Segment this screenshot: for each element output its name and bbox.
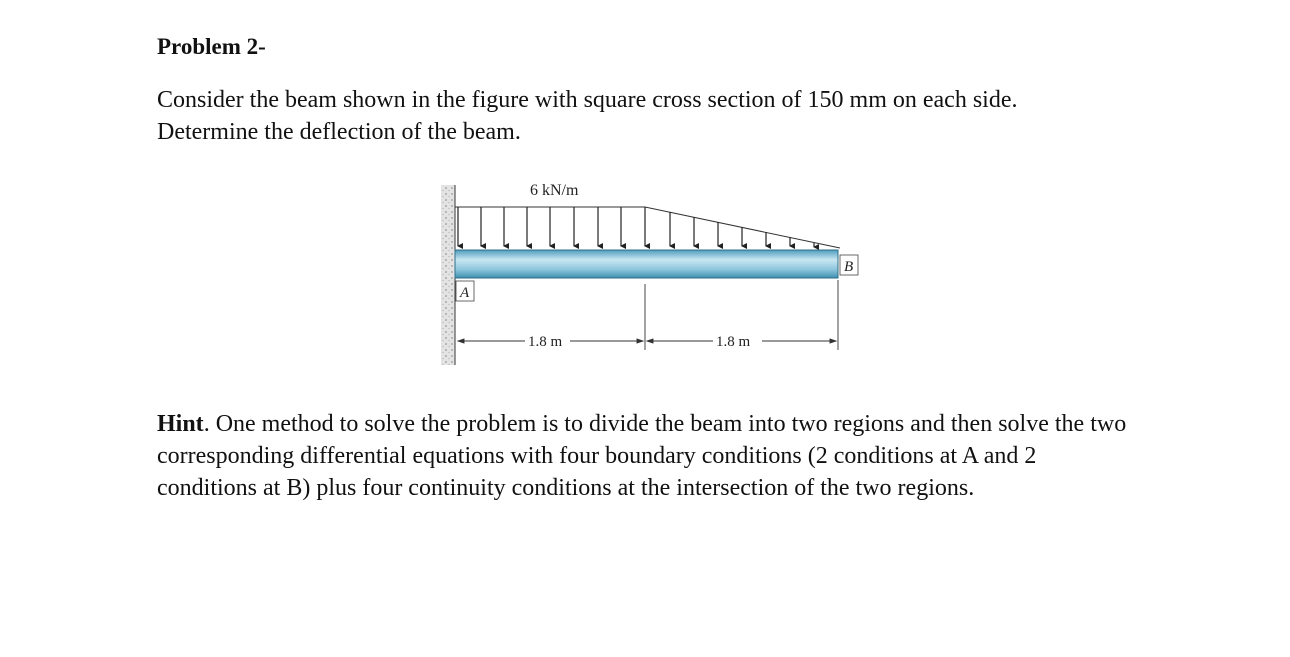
dimension-arrowhead [458, 339, 464, 343]
dimension-arrowhead [637, 339, 643, 343]
statement-line-2: Determine the deflection of the beam. [157, 119, 521, 145]
span-1-label: 1.8 m [528, 334, 563, 350]
load-label: 6 kN/m [530, 182, 579, 199]
beam [455, 250, 838, 278]
free-end-label: B [844, 259, 854, 275]
span-2-label: 1.8 m [716, 334, 751, 350]
hint-paragraph [157, 408, 1142, 504]
dimension-arrowhead [830, 339, 836, 343]
hint-text: . One method to solve the problem is to divide the beam into two regions and then solve the two corresponding differential equations with four boundary conditions (2 conditions at A and 2 conditions at B) plus four continuity conditions at the intersection of the two regions. [157, 411, 1127, 501]
hint-label: Hint [157, 411, 204, 437]
dimension-arrowhead [647, 339, 653, 343]
support-label: A [460, 285, 470, 301]
dimension-lines [458, 280, 838, 350]
problem-title: Problem 2- [157, 34, 266, 59]
statement-line-1: Consider the beam shown in the figure with square cross section of 150 mm on each side. [157, 87, 1018, 113]
fixed-wall [441, 185, 455, 365]
load-outline [455, 207, 840, 248]
uniform-load-arrows [458, 207, 645, 246]
